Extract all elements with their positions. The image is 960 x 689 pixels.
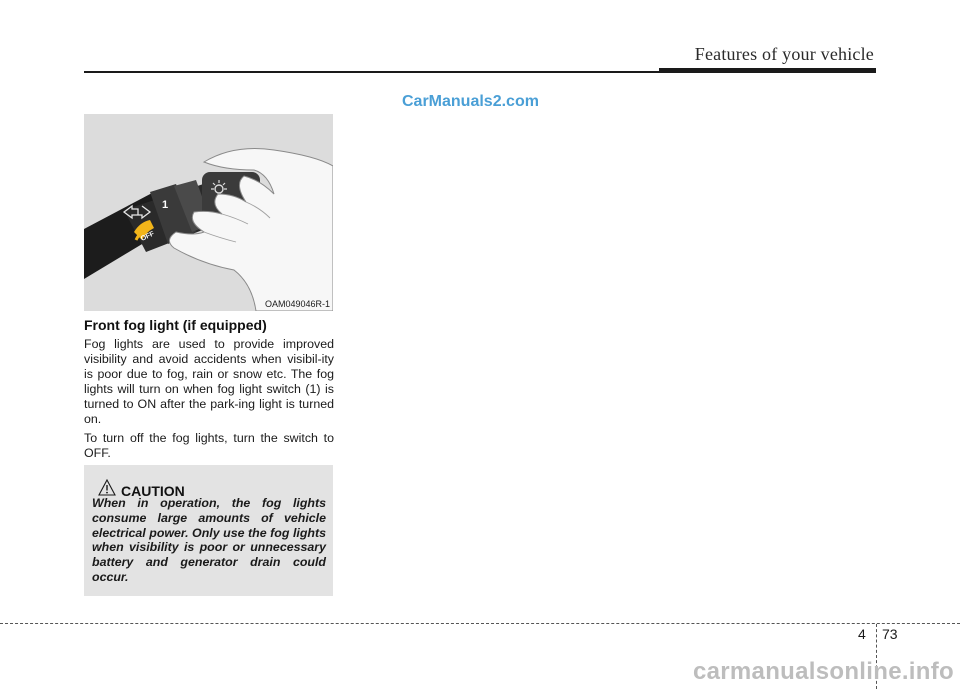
page-number: 73 <box>882 626 898 642</box>
fog-switch-illustration <box>84 114 333 311</box>
watermark-top: CarManuals2.com <box>402 93 539 110</box>
page-chapter: 4 <box>858 626 866 642</box>
header-rule <box>84 71 660 73</box>
warning-triangle-icon <box>98 479 116 496</box>
header-rule-accent <box>659 68 876 73</box>
figure-code: OAM049046R-1 <box>264 299 330 309</box>
fog-light-switch-figure <box>84 114 333 311</box>
paragraph-fog-light-usage: Fog lights are used to provide improved visibility and avoid accidents when visibil-ity is poor due to fog, rain or snow etc. The fog lights will turn on when fog light switch (1) is turned to ON after the park-ing light is turned on. <box>84 337 334 426</box>
section-title: Front fog light (if equipped) <box>84 317 267 333</box>
paragraph-fog-light-off: To turn off the fog lights, turn the switch to OFF. <box>84 431 334 460</box>
caution-title: CAUTION <box>121 483 185 499</box>
header-title: Features of your vehicle <box>694 44 874 64</box>
caution-box <box>84 465 333 596</box>
watermark-bottom: carmanualsonline.info <box>692 658 954 685</box>
switch-number-label: 1 <box>162 199 169 211</box>
footer-rule <box>0 623 960 624</box>
switch-off-label: OFF <box>139 230 156 243</box>
caution-text: When in operation, the fog lights consume large amounts of vehicle electrical power. Only use the fog lights when visibility is poor or unnecessary battery and generator drain could occur. <box>92 496 326 584</box>
